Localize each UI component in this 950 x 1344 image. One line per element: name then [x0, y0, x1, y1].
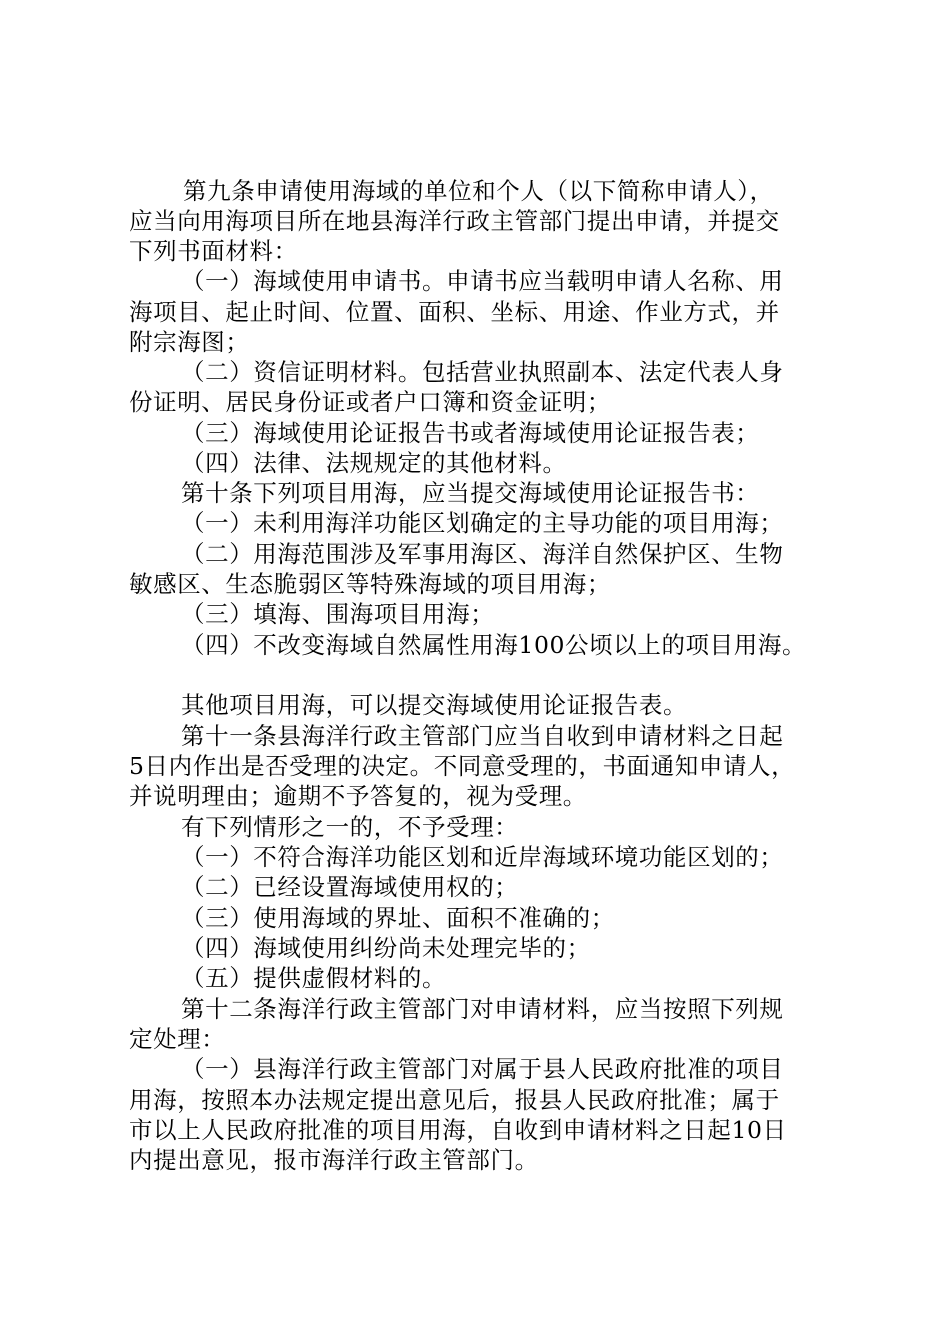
text-line: 定处理：	[129, 1025, 226, 1053]
text-line: （一）未利用海洋功能区划确定的主导功能的项目用海；	[181, 509, 784, 537]
text-line: （一）县海洋行政主管部门对属于县人民政府批准的项目	[181, 1055, 784, 1083]
text-line: （四）不改变海域自然属性用海100公顷以上的项目用海。	[181, 631, 807, 659]
text-line: （三）填海、围海项目用海；	[181, 600, 495, 628]
text-line: （四）法律、法规规定的其他材料。	[181, 449, 567, 477]
text-line: 第十二条海洋行政主管部门对申请材料，应当按照下列规	[181, 995, 784, 1023]
text-line: 内提出意见，报市海洋行政主管部门。	[129, 1146, 539, 1174]
text-line: 有下列情形之一的，不予受理：	[181, 813, 519, 841]
text-line: 份证明、居民身份证或者户口簿和资金证明；	[129, 388, 611, 416]
text-line: （五）提供虚假材料的。	[181, 964, 447, 992]
text-line: 第十一条县海洋行政主管部门应当自收到申请材料之日起	[181, 722, 784, 750]
text-line: 敏感区、生态脆弱区等特殊海域的项目用海；	[129, 570, 611, 598]
text-line: 应当向用海项目所在地县海洋行政主管部门提出申请，并提交	[129, 207, 780, 235]
text-line: （三）使用海域的界址、面积不准确的；	[181, 904, 615, 932]
text-line: （一）不符合海洋功能区划和近岸海域环境功能区划的；	[181, 843, 784, 871]
text-line: （二）用海范围涉及军事用海区、海洋自然保护区、生物	[181, 540, 784, 568]
text-line: 附宗海图；	[129, 328, 250, 356]
text-line: （二）资信证明材料。包括营业执照副本、法定代表人身	[181, 358, 784, 386]
text-line: （一）海域使用申请书。申请书应当载明申请人名称、用	[181, 267, 784, 295]
text-line: 第十条下列项目用海，应当提交海域使用论证报告书：	[181, 479, 760, 507]
text-line: （三）海域使用论证报告书或者海域使用论证报告表；	[181, 419, 760, 447]
text-line: 5日内作出是否受理的决定。不同意受理的，书面通知申请人，	[129, 752, 796, 780]
text-line: （二）已经设置海域使用权的；	[181, 873, 519, 901]
text-line: 第九条申请使用海域的单位和个人（以下简称申请人），	[183, 177, 774, 205]
text-line: 市以上人民政府批准的项目用海，自收到申请材料之日起10日	[129, 1116, 787, 1144]
text-line: 下列书面材料：	[129, 237, 298, 265]
text-line: 并说明理由；逾期不予答复的，视为受理。	[129, 782, 587, 810]
text-line: 用海，按照本办法规定提出意见后，报县人民政府批准；属于	[129, 1086, 780, 1114]
text-line: 其他项目用海，可以提交海域使用论证报告表。	[181, 691, 688, 719]
text-line: 海项目、起止时间、位置、面积、坐标、用途、作业方式，并	[129, 298, 780, 326]
text-line: （四）海域使用纠纷尚未处理完毕的；	[181, 934, 591, 962]
